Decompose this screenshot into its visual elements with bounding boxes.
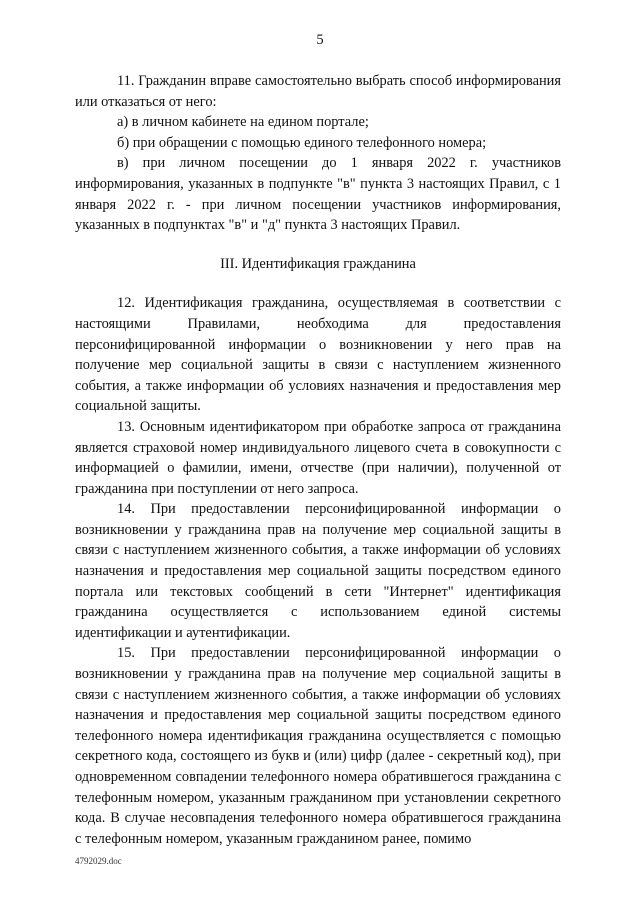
document-body xyxy=(75,71,561,849)
paragraph-11: 11. Гражданин вправе самостоятельно выбрать способ информирования или отказаться от него: xyxy=(75,73,561,110)
page-number: 5 xyxy=(316,32,324,48)
footer-filename: 4792029.doc xyxy=(75,856,122,866)
paragraph-15: 15. При предоставлении персонифицированной информации о возникновении у гражданина прав на получение мер социальной защиты в связи с наступлением жизненного события, а также информации об условиях назначения и предоставления мер социальной защиты посредством единого телефонного номера идентификация гражданина осуществляется с помощью секретного кода, состоящего из букв и (или) цифр (далее - секретный код), при одновременном совпадении телефонного номера обратившегося гражданина с телефонным номером, указанным гражданином при установлении секретного кода. В случае несовпадения телефонного номера обратившегося гражданина с телефонным номером, указанным гражданином ранее, помимо xyxy=(75,645,561,847)
paragraph-12: 12. Идентификация гражданина, осуществляемая в соответствии с настоящими Правилами, необходима для предоставления персонифицированной информации о возникновении у него прав на получение мер социальной защиты в связи с наступлением жизненного события, а также информации об условиях назначения и предоставления мер социальной защиты. xyxy=(75,295,561,415)
paragraph-11-item-v: в) при личном посещении до 1 января 2022 г. участников информирования, указанных в подпункте "в" пункта 3 настоящих Правил, с 1 января 2022 г. - при личном посещении участников информирования, указанных в подпунктах "в" и "д" пункта 3 настоящих Правил. xyxy=(75,155,561,234)
paragraph-14: 14. При предоставлении персонифицированной информации о возникновении у гражданина прав на получение мер социальной защиты в связи с наступлением жизненного события, а также информации об условиях назначения и предоставления мер социальной защиты посредством единого портала или текстовых сообщений в сети "Интернет" идентификация гражданина осуществляется с использованием единой системы идентификации и аутентификации. xyxy=(75,501,561,641)
paragraph-11-item-b: б) при обращении с помощью единого телефонного номера; xyxy=(117,134,487,151)
section-heading: III. Идентификация гражданина xyxy=(220,255,416,272)
paragraph-11-item-a: а) в личном кабинете на едином портале; xyxy=(117,114,369,131)
paragraph-13: 13. Основным идентификатором при обработке запроса от гражданина является страховой номер индивидуального лицевого счета в совокупности с информацией о фамилии, имени, отчестве (при наличии), полученной от гражданина при поступлении от него запроса. xyxy=(75,418,561,497)
